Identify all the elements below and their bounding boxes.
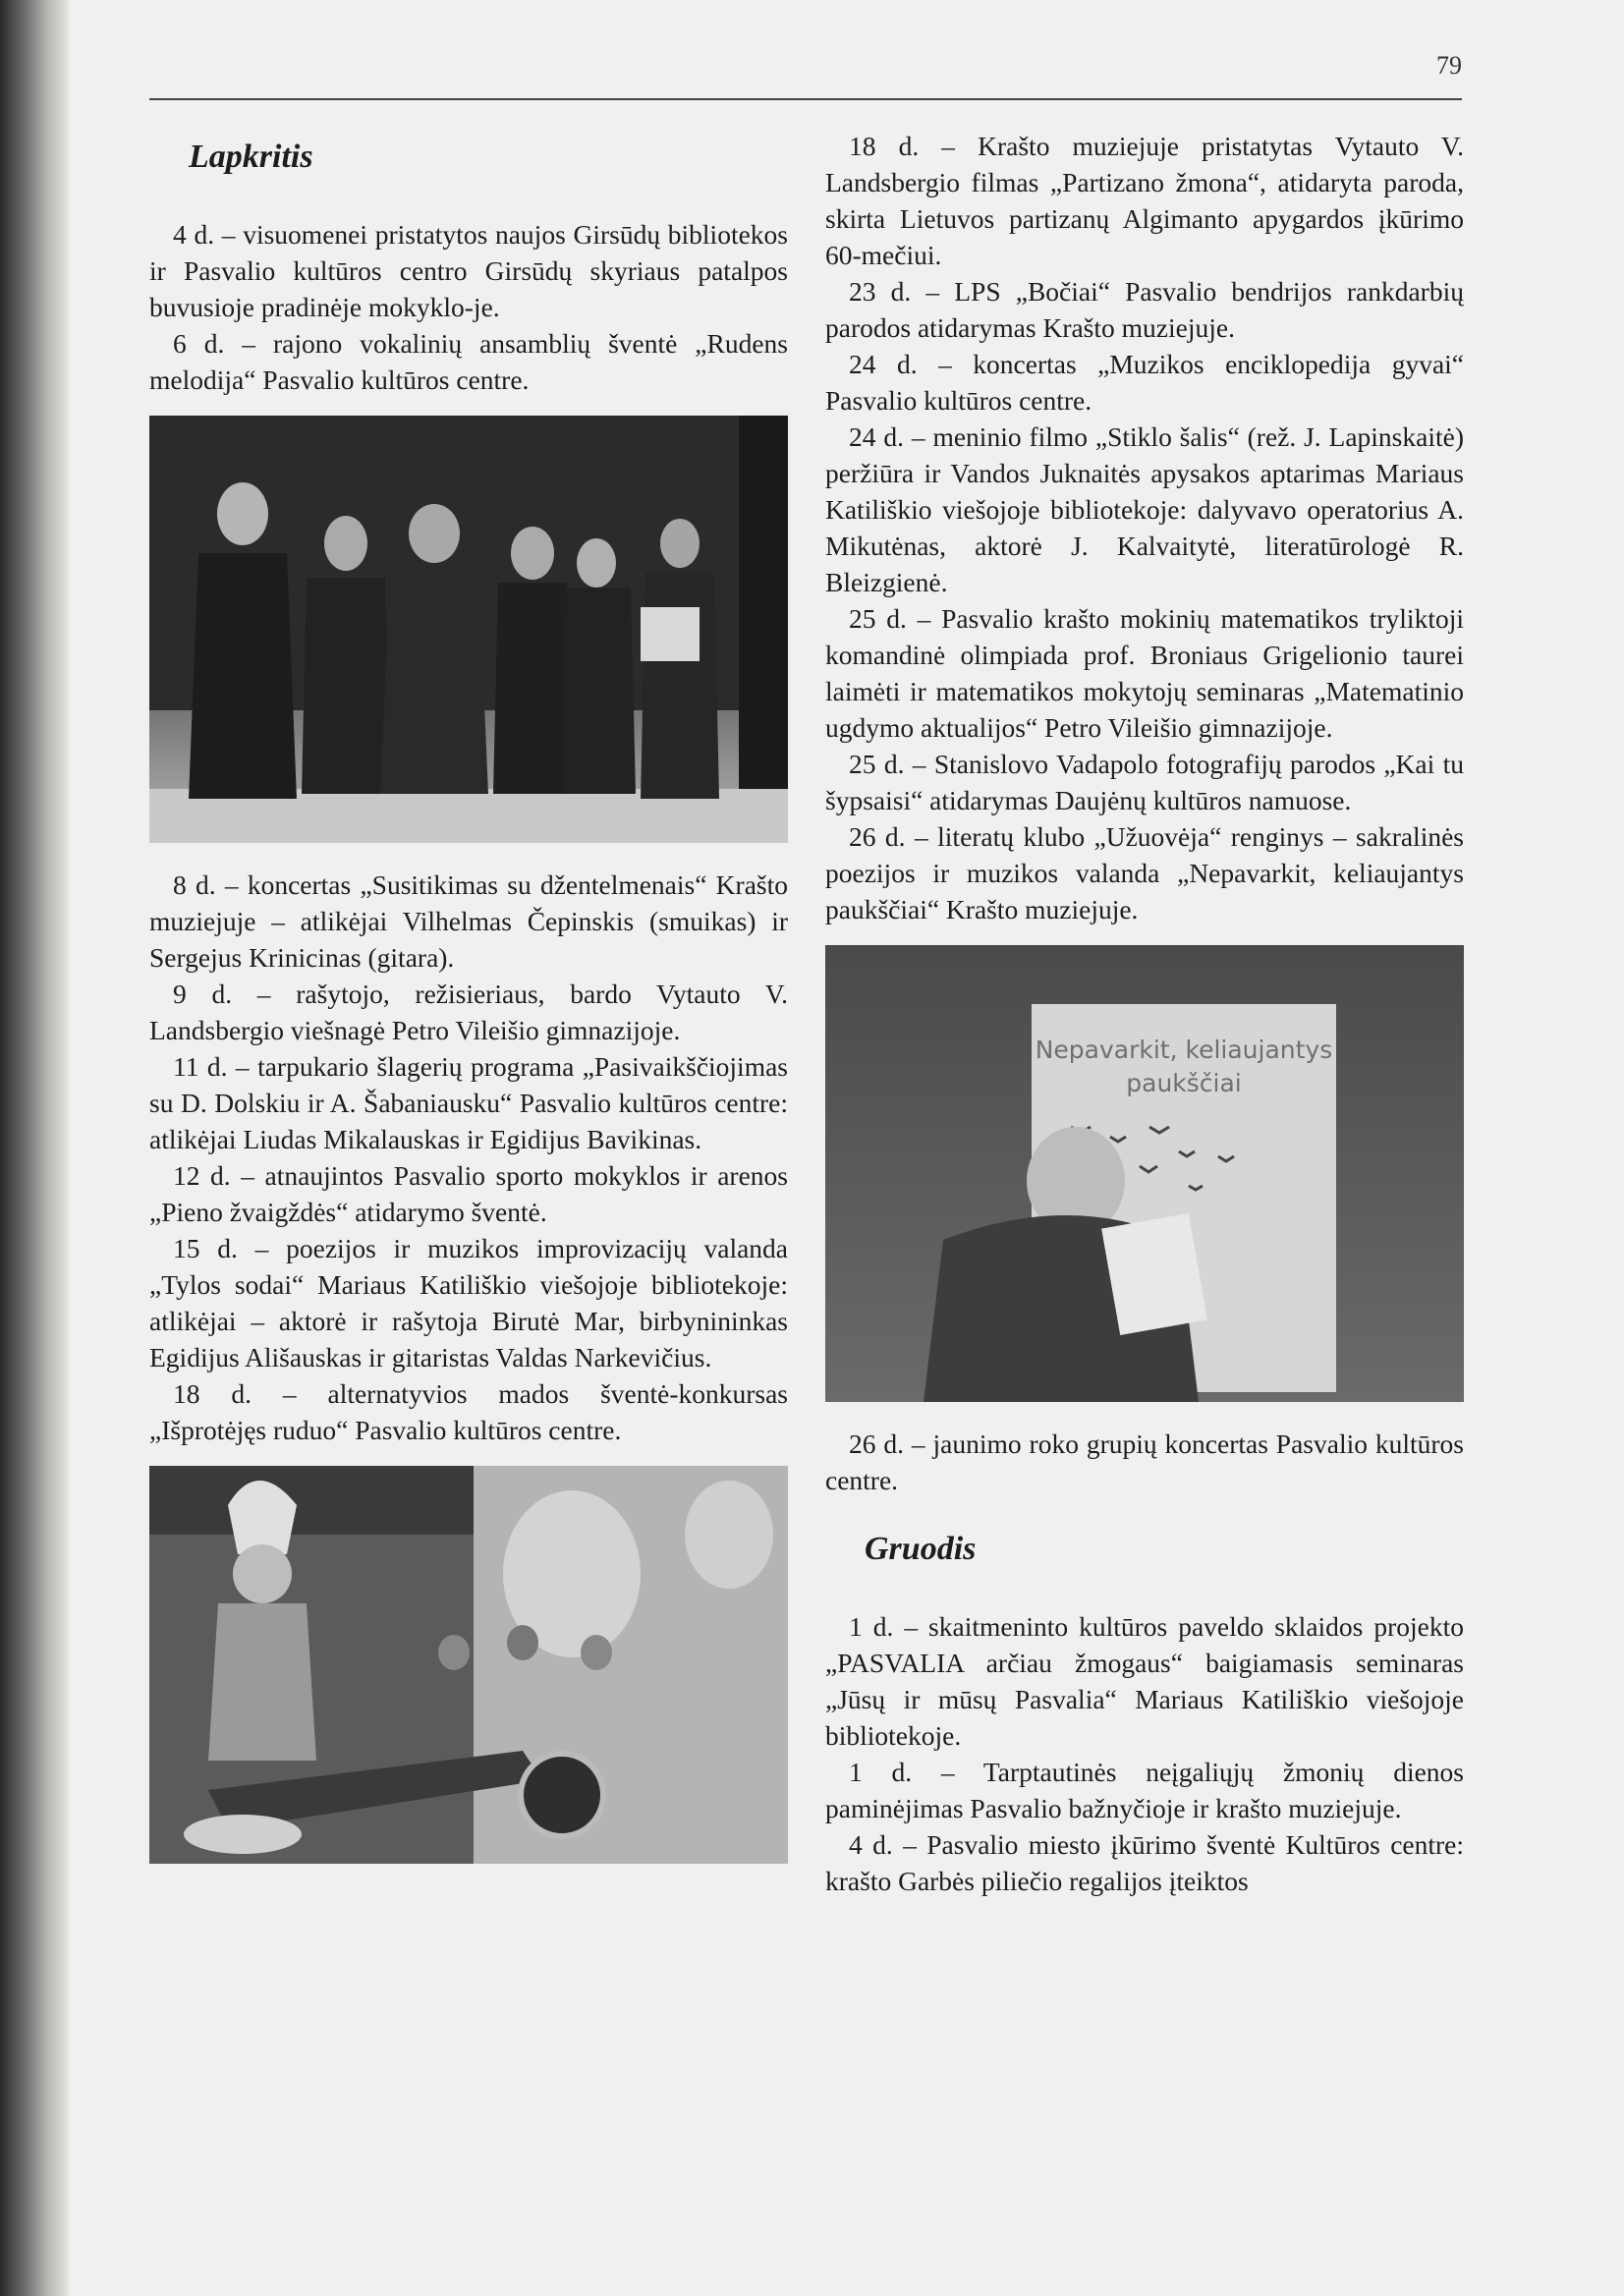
event-entry: 8 d. – koncertas „Susitikimas su džentelmenais“ Krašto muziejuje – atlikėjai Vilhelmas Čepinskis (smuikas) ir Sergejus Krinicinas (gitara). — [149, 869, 788, 973]
choir-illustration — [149, 416, 788, 843]
photo-poetry-reading — [825, 945, 1464, 1402]
event-entry: 9 d. – rašytojo, režisieriaus, bardo Vytauto V. Landsbergio viešnagė Petro Vileišio gimnazijoje. — [149, 979, 788, 1045]
event-entry: 6 d. – rajono vokalinių ansamblių šventė „Rudens melodija“ Pasvalio kultūros centre. — [149, 328, 788, 395]
page-number: 79 — [1436, 51, 1462, 80]
fashion-show-illustration — [149, 1466, 788, 1864]
event-entry: 12 d. – atnaujintos Pasvalio sporto mokyklos ir arenos „Pieno žvaigždės“ atidarymo šventė. — [149, 1160, 788, 1227]
event-entry: 24 d. – meninio filmo „Stiklo šalis“ (rež. J. Lapinskaitė) peržiūra ir Vandos Juknaitės apysakos aptarimas Mariaus Katiliškio viešojoje bibliotekoje: dalyvavo operatorius A. Mikutėnas, aktorė J. Kalvaitytė, literatūrologė R. Bleizgienė. — [825, 421, 1464, 597]
section-heading-gruodis: Gruodis — [865, 1531, 977, 1567]
reader-illustration — [825, 945, 1464, 1402]
event-entry: 26 d. – literatų klubo „Užuovėja“ renginys – sakralinės poezijos ir muzikos valanda „Nepavarkit, keliaujantys paukščiai“ Krašto muziejuje. — [825, 821, 1464, 924]
event-entry: 26 d. – jaunimo roko grupių koncertas Pasvalio kultūros centre. — [825, 1428, 1464, 1495]
event-entry: 1 d. – Tarptautinės neįgaliųjų žmonių dienos paminėjimas Pasvalio bažnyčioje ir krašto muziejuje. — [825, 1757, 1464, 1823]
event-entry: 25 d. – Pasvalio krašto mokinių matematikos tryliktoji komandinė olimpiada prof. Broniaus Grigelionio taurei laimėti ir matematikos mokytojų seminaras „Matematinio ugdymo aktualijos“ Petro Vileišio gimnazijoje. — [825, 603, 1464, 743]
event-entry: 25 d. – Stanislovo Vadapolo fotografijų parodos „Kai tu šypsaisi“ atidarymas Daujėnų kultūros namuose. — [825, 749, 1464, 815]
right-column — [825, 128, 1464, 1899]
projection-title-line-2: paukščiai — [1126, 1069, 1242, 1097]
event-entry: 18 d. – Krašto muziejuje pristatytas Vytauto V. Landsbergio filmas „Partizano žmona“, atidaryta paroda, skirta Lietuvos partizanų Algimanto apygardos įkūrimo 60-mečiui. — [825, 131, 1464, 270]
book-spine-shadow — [0, 0, 69, 2296]
projection-title-line-1: Nepavarkit, keliaujantys — [1035, 1036, 1333, 1064]
event-entry: 15 d. – poezijos ir muzikos improvizacijų valanda „Tylos sodai“ Mariaus Katiliškio viešojoje bibliotekoje: atlikėjai – aktorė ir rašytoja Birutė Mar, birbynininkas Egidijus Ališauskas ir gitaristas Valdas Narkevičius. — [149, 1233, 788, 1372]
event-entry: 23 d. – LPS „Bočiai“ Pasvalio bendrijos rankdarbių parodos atidarymas Krašto muziejuje. — [825, 276, 1464, 343]
event-entry: 24 d. – koncertas „Muzikos enciklopedija gyvai“ Pasvalio kultūros centre. — [825, 349, 1464, 416]
event-entry: 11 d. – tarpukario šlagerių programa „Pasivaikščiojimas su D. Dolskiu ir A. Šabaniausku“ Pasvalio kultūros centre: atlikėjai Liudas Mikalauskas ir Egidijus Bavikinas. — [149, 1051, 788, 1154]
photo-fashion-show — [149, 1466, 788, 1864]
event-entry: 4 d. – visuomenei pristatytos naujos Girsūdų bibliotekos ir Pasvalio kultūros centro Girsūdų skyriaus patalpos buvusioje pradinėje mokyklo-je. — [149, 219, 788, 322]
section-heading-lapkritis: Lapkritis — [189, 139, 313, 175]
left-column — [149, 128, 788, 1887]
event-entry: 1 d. – skaitmeninto kultūros paveldo sklaidos projekto „PASVALIA arčiau žmogaus“ baigiamasis seminaras „Jūsų ir mūsų Pasvalia“ Mariaus Katiliškio viešojoje bibliotekoje. — [825, 1611, 1464, 1751]
event-entry: 4 d. – Pasvalio miesto įkūrimo šventė Kultūros centre: krašto Garbės piliečio regalijos įteiktos — [825, 1829, 1464, 1896]
photo-choir-ensemble — [149, 416, 788, 843]
header-rule — [149, 98, 1462, 100]
event-entry: 18 d. – alternatyvios mados šventė-konkursas „Išprotėjęs ruduo“ Pasvalio kultūros centre. — [149, 1378, 788, 1445]
